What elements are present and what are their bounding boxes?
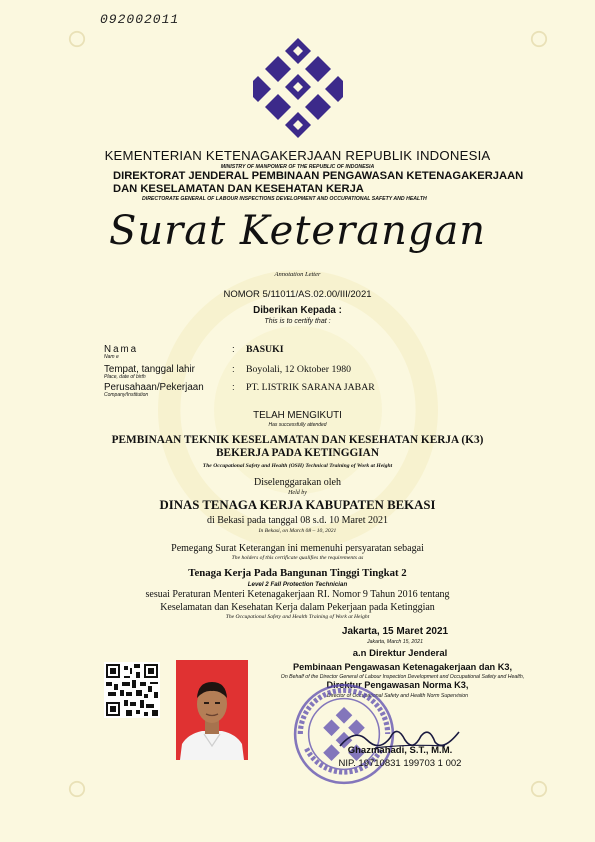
corner-ornament-icon (530, 30, 548, 48)
signature-office-1-en: On Behalf of the Director General of Labour Inspection Development and Occupational Safety and Health, (280, 674, 525, 680)
ministry-name: KEMENTERIAN KETENAGAKERJAAN REPUBLIK INDONESIA (104, 148, 491, 163)
corner-ornament-icon (530, 780, 548, 798)
field-colon: : (232, 344, 235, 355)
signature-office-2-en: Director of Occupational Safety and Health Norm Supervision (327, 693, 468, 699)
training-name: PEMBINAAN TEKNIK KESELAMATAN DAN KESEHATAN KERJA (K3) BEKERJA PADA KETINGGIAN (111, 434, 484, 459)
signature-place-date-en: Jakarta, March 15, 2021 (367, 639, 423, 645)
qualification-en: Level 2 Fall Protection Technician (247, 581, 348, 588)
serial-number: 092002011 (100, 12, 180, 27)
field-name-label: Nama Nam e (104, 344, 139, 360)
organized-by-label-en: Held by (288, 490, 307, 496)
field-colon: : (232, 364, 235, 375)
regulation-en: The Occupational Safety and Health Training of Work at Height (225, 614, 370, 620)
corner-ornament-icon (68, 780, 86, 798)
directorate-name-en: DIRECTORATE GENERAL OF LABOUR INSPECTIONS DEVELOPMENT AND OCCUPATIONAL SAFETY AND HEALTH (142, 196, 427, 202)
corner-ornament-icon (68, 30, 86, 48)
holder-statement-en: The holders of this certificate qualifies the requirements as (231, 555, 364, 561)
given-to-label-en: This is to certify that : (264, 318, 331, 325)
training-date: di Bekasi pada tanggal 08 s.d. 10 Maret 2021 (206, 515, 389, 526)
organizer-name: DINAS TENAGA KERJA KABUPATEN BEKASI (159, 498, 436, 512)
given-to-label: Diberikan Kepada : (253, 305, 342, 316)
document-number: NOMOR 5/11011/AS.02.00/III/2021 (223, 289, 372, 300)
field-company-value: PT. LISTRIK SARANA JABAR (246, 382, 375, 393)
field-birth-label: Tempat, tanggal lahir Place, date of birth (104, 364, 195, 380)
organized-by-label: Diselenggarakan oleh (254, 477, 341, 488)
holder-photo (176, 660, 248, 760)
training-date-en: In Bekasi, on March 08 – 10, 2021 (258, 528, 337, 534)
field-birth-value: Boyolali, 12 Oktober 1980 (246, 364, 352, 375)
ministry-logo-icon (253, 38, 343, 142)
signature-on-behalf: a.n Direktur Jenderal (352, 648, 448, 659)
signatory-nip: NIP. 19710831 199703 1 002 (338, 758, 462, 769)
document-title-en: Annotation Letter (274, 271, 321, 278)
signature-office-2: Direktur Pengawasan Norma K3, (326, 680, 469, 690)
person-silhouette-icon (176, 660, 248, 760)
field-name-value: BASUKI (246, 344, 284, 355)
ministry-name-en: MINISTRY OF MANPOWER OF THE REPUBLIC OF INDONESIA (220, 164, 375, 170)
qualification: Tenaga Kerja Pada Bangunan Tinggi Tingkat 2 (188, 567, 407, 579)
qr-code-icon (104, 662, 160, 718)
signature-place-date: Jakarta, 15 Maret 2021 (341, 626, 449, 637)
directorate-name: DIREKTORAT JENDERAL PEMBINAAN PENGAWASAN KETENAGAKERJAAN DAN KESELAMATAN DAN KESEHATAN KERJA (113, 170, 524, 195)
signature-office-1: Pembinaan Pengawasan Ketenagakerjaan dan K3, (292, 662, 513, 672)
holder-statement: Pemegang Surat Keterangan ini memenuhi persyaratan sebagai (171, 543, 424, 554)
document-title: Surat Keterangan (108, 208, 487, 254)
training-name-en: The Occupational Safety and Health (OSH) Technical Training of Work at Height (202, 463, 393, 469)
signatory-name: Ghazmahadi, S.T., M.M. (347, 745, 453, 756)
attended-label-en: Has successfully attended (268, 422, 327, 428)
field-colon: : (232, 382, 235, 393)
field-company-label: Perusahaan/Pekerjaan Company/Institution (104, 382, 204, 398)
attended-label: TELAH MENGIKUTI (253, 410, 342, 421)
regulation: sesuai Peraturan Menteri Ketenagakerjaan RI. Nomor 9 Tahun 2016 tentang Keselamatan dan Kesehatan Kerja dalam Pekerjaan pada Ketinggian (145, 589, 450, 613)
